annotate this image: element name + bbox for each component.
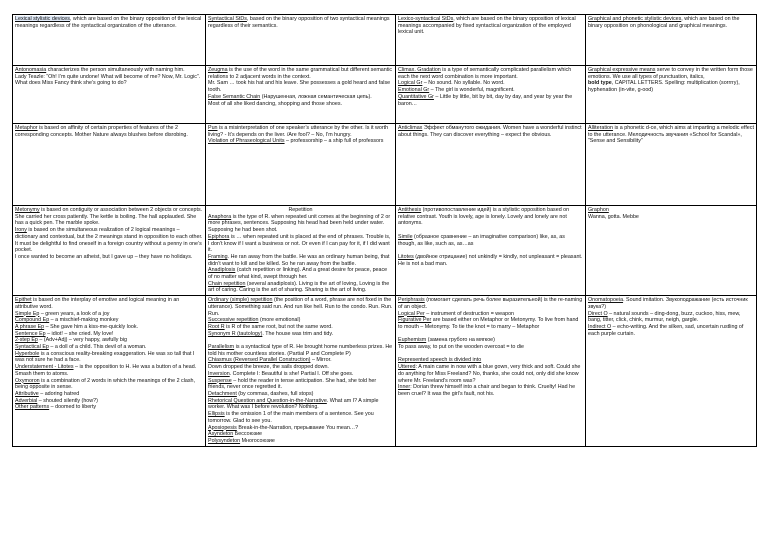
- cell-paragraph: [208, 267, 393, 280]
- cell-paragraph: [15, 391, 203, 398]
- definition-text: (помогает сделать речь более выразительной) is the re-naming of an object.: [398, 297, 583, 310]
- term: Ordinary (simple) repetition: [208, 297, 273, 304]
- definition-text: She carried her cross patiently. The kettle is boiling. The hall applauded. She has a quick pen. The marble spoke.: [15, 213, 197, 227]
- definition-text: characterizes the person simultaneously with naming him.: [46, 67, 185, 73]
- table-cell: [586, 124, 757, 206]
- term: Metaphor: [15, 125, 38, 131]
- definition-text: . What am I? A simple worker. What was I before revolution? Nothing.: [208, 397, 379, 411]
- term: Asyndeton: [208, 431, 234, 438]
- term: Quantitative Gr: [398, 93, 434, 100]
- cell-paragraph: [588, 214, 754, 221]
- cell-paragraph: [208, 378, 393, 391]
- cell-paragraph: [398, 80, 583, 87]
- definition-text: , which are based on the binary opposition of the lexical meanings regardless of the syntactical organization of the utterance.: [15, 16, 202, 29]
- cell-paragraph: [208, 281, 393, 294]
- definition-text: , CAPITAL LETTERS. Spelling: multiplication (sorrrry), hyphenation (in-vite, g-ood): [588, 80, 740, 94]
- definition-text: (catch repetition or linking). And a great desire for peace, peace of no matter what kind, swept through her.: [208, 267, 388, 281]
- definition-text: – shouted silently (how?): [37, 397, 98, 404]
- table-cell: [396, 296, 586, 446]
- definition-text: (by commas, dashes, full stops): [236, 390, 314, 397]
- cell-paragraph: [398, 67, 583, 80]
- table-row: [13, 15, 757, 66]
- cell-paragraph: [208, 101, 393, 108]
- definition-text: is a combination of 2 words in which the meanings of the 2 clash, being opposite in sense.: [15, 377, 196, 391]
- cell-paragraph: [208, 344, 393, 357]
- cell-paragraph: [398, 297, 583, 310]
- definition-text: is based on affinity of certain properties of features of the 2 corresponding concepts. Mother Nature always blushes before disrobing.: [15, 125, 188, 138]
- definition-text: – Mirror.: [310, 357, 332, 364]
- definition-text: is based on the interplay of emotive and logical meaning in an attributive word.: [15, 297, 180, 310]
- definition-text: (образное сравнение – an imaginative comparison) like, as, as though, as like, such as, as…as: [398, 233, 565, 247]
- cell-paragraph: [208, 331, 393, 338]
- definition-text: – doomed to liberty: [49, 404, 97, 411]
- definition-text: Break-in-the-Narration, прерывание You mean…?: [236, 424, 359, 431]
- definition-text: – She gave him a kiss-me-quickly look.: [44, 323, 138, 330]
- definition-text: – The girl is wonderful, magnificent.: [429, 87, 515, 94]
- term: Sentence Ep: [15, 330, 46, 337]
- term: Repetition: [288, 207, 313, 213]
- definition-text: – green years, a look of a joy: [39, 310, 110, 317]
- cell-paragraph: [398, 16, 583, 36]
- definition-text: – professorship – a ship full of professors: [284, 138, 384, 145]
- term: Suspense: [208, 377, 232, 384]
- term: Onomatopoeia: [588, 297, 624, 304]
- cell-paragraph: [398, 311, 583, 318]
- term: Indirect O: [588, 323, 612, 330]
- cell-paragraph: [15, 207, 203, 214]
- definition-text: – natural sounds – ding-dong, buzz, cuckoo, hiss, mew, bang, titter, click, chink, murmur, neigh, gargle.: [588, 310, 741, 324]
- cell-paragraph: [15, 67, 203, 74]
- cell-paragraph: [15, 324, 203, 331]
- definition-text: – instrument of destruction = weapon: [424, 310, 515, 317]
- term: Direct O: [588, 310, 608, 317]
- term: Euphemism: [398, 337, 427, 344]
- cell-paragraph: [398, 207, 583, 227]
- table-row: [13, 296, 757, 446]
- definition-text: are based either on Metaphor or Metonymy. To live from hand to mouth – Metonymy. To tie the knot = to marry – Metaphor: [398, 317, 579, 330]
- definition-text: is the omission 1 of the main members of a sentence. See you tomorrow. Glad to see you.: [208, 411, 374, 424]
- definition-text: is the type of R. when repeated unit comes at the beginning of 2 or more phrases, sentences. Supposing his head had been held under water. Supposing he had been shot.: [208, 213, 391, 234]
- term: Inner: [398, 384, 411, 391]
- term: Inversion: [208, 370, 230, 377]
- term: A phrase Ep: [15, 323, 45, 330]
- cell-paragraph: [208, 438, 393, 445]
- table-row: [13, 124, 757, 206]
- cell-paragraph: [208, 16, 393, 29]
- definition-text: Эффект обманутого ожидания. Women have a wonderful instinct about things. They can discover everything – expect the obvious.: [398, 125, 582, 138]
- cell-paragraph: [15, 16, 203, 29]
- cell-paragraph: [15, 331, 203, 338]
- cell-paragraph: [15, 254, 203, 261]
- definition-text: Down dropped the breeze, the sails dropped down.: [208, 364, 329, 371]
- cell-paragraph: [588, 125, 754, 145]
- definition-text: is a misinterpretation of one speaker’s utterance by the other. Is it worth living? - It’s depends on the liver. /Are fool? – No, I’m hungry.: [208, 125, 389, 138]
- table-cell: [206, 206, 396, 296]
- cell-paragraph: [15, 404, 203, 411]
- document-page: [12, 14, 756, 447]
- cell-paragraph: [15, 398, 203, 405]
- table-row: [13, 66, 757, 124]
- cell-paragraph: [15, 317, 203, 324]
- term: Syntactical StDs: [208, 16, 247, 22]
- table-cell: [586, 296, 757, 446]
- definition-text: (more emotional): [258, 317, 301, 324]
- cell-paragraph: [398, 317, 583, 330]
- cell-paragraph: [208, 80, 393, 93]
- definition-text: . The house was trim and tidy.: [262, 330, 334, 337]
- cell-paragraph: [398, 247, 583, 254]
- cell-paragraph: [15, 125, 203, 138]
- definition-text: is a type of semantically complicated parallelism which each the next word combination is more important.: [398, 67, 572, 80]
- cell-paragraph: [398, 234, 583, 247]
- term: Ellipsis: [208, 411, 225, 418]
- definition-text: serve to convey in the written form those emotions. We use all types of punctuation, italics,: [588, 67, 753, 80]
- cell-paragraph: [398, 254, 583, 267]
- term: Graphical and phonetic stylistic devices: [588, 16, 682, 22]
- term: Understatement - Litotes: [15, 364, 74, 371]
- term: Root R: [208, 323, 225, 330]
- definition-text: is based on contiguity or association between 2 objects or concepts.: [39, 207, 203, 213]
- term: Parallelism: [208, 344, 235, 351]
- term: Pun: [208, 125, 218, 131]
- definition-text: – No sound. No syllable. No word.: [422, 80, 505, 87]
- cell-paragraph: [398, 357, 583, 364]
- term: Framing: [208, 253, 228, 260]
- cell-paragraph: [208, 254, 393, 267]
- cell-paragraph: [398, 337, 583, 344]
- definition-text: Most of all she liked dancing, shopping and those shoes.: [208, 100, 342, 107]
- term: Violation of Phraseological Units: [208, 138, 285, 145]
- term: Polysyndeton: [208, 437, 241, 444]
- definition-text: – hold the reader in tense anticipation. She had, she told her friends, never once regretted it.: [208, 377, 377, 391]
- table-row: [13, 206, 757, 296]
- cell-paragraph: [15, 214, 203, 227]
- cell-paragraph: [15, 378, 203, 391]
- cell-paragraph: [588, 80, 754, 93]
- table-cell: [13, 124, 206, 206]
- term: Anaphora: [208, 213, 232, 220]
- cell-paragraph: [15, 344, 203, 351]
- term: Litotes: [398, 253, 414, 260]
- cell-paragraph: [398, 364, 583, 384]
- term: Antithesis: [398, 207, 422, 213]
- definition-text: . Complete I: Beautiful is she! Partial I. Off she goes.: [229, 370, 354, 377]
- cell-paragraph: [208, 67, 393, 80]
- definition-text: : Dorian threw himself into a chair and began to think. Cruelty! Had he been cruel? It was the girl’s fault, not his.: [398, 384, 576, 397]
- term: Synonym R (tautology): [208, 330, 263, 337]
- definition-text: – a mischief-making monkey: [49, 317, 119, 324]
- cell-paragraph: [208, 364, 393, 371]
- cell-paragraph: [208, 398, 393, 411]
- table-cell: [396, 66, 586, 124]
- cell-paragraph: [15, 364, 203, 377]
- table-cell: [13, 296, 206, 446]
- cell-paragraph: [588, 16, 754, 29]
- cell-paragraph: [208, 317, 393, 324]
- cell-paragraph: [15, 74, 203, 81]
- term: Chiasmus (Reversed Parallel Construction): [208, 357, 311, 364]
- term: Lexico-syntactical StDs: [398, 16, 454, 22]
- term: Anadiplosis: [208, 267, 236, 274]
- cell-paragraph: [398, 125, 583, 138]
- table-cell: [586, 15, 757, 66]
- term: Aposiopesis: [208, 424, 237, 431]
- definition-text: is … when repeated unit is placed at the end of phrases. Trouble is, I don’t know if I want a business or not. Or even if I can pay for it, if I did want it.: [208, 233, 391, 254]
- term: False Semantic Chain: [208, 93, 261, 100]
- definition-text: – echo-writing. And the silken, sad, uncertain rustling of each purple curtain.: [588, 323, 744, 337]
- definition-text: is a syntactical type of R. He brought home numberless prizes. He told his mother countless stories. (Partial P and Complete P): [208, 344, 393, 357]
- term: 2-step Ep: [15, 337, 38, 344]
- cell-paragraph: [208, 94, 393, 101]
- cell-paragraph: [15, 351, 203, 364]
- cell-paragraph: [208, 214, 393, 234]
- term: Represented speech is divided into: [398, 357, 482, 364]
- definition-text: is a phonetic d-ce, which aims at imparting a melodic effect to the utterance. Мелодичность звучания «School for Scandal», “Sense and Sensibility”: [588, 125, 754, 145]
- definition-text: is a conscious reality-breaking exaggeration. He was so tall that I was not sure he had a face.: [15, 350, 195, 364]
- cell-paragraph: [15, 227, 203, 240]
- definition-text: Mr. Sam … took his hat and his leave. She possesses a gold heard and false tooth.: [208, 80, 391, 94]
- term: Rhetorical Question and Question-in-the-Narrative: [208, 397, 327, 404]
- definition-text: is the use of the word in the same grammatical but different semantic relations to 2 adjacent words in the context.: [208, 67, 393, 80]
- cell-paragraph: [208, 431, 393, 438]
- term: Epithet: [15, 297, 32, 304]
- term: Oxymoron: [15, 377, 40, 384]
- term: Adverbial: [15, 397, 38, 404]
- term: Emotional Gr: [398, 87, 430, 94]
- term: Logical Per: [398, 310, 425, 317]
- term: Anticlimax: [398, 125, 423, 131]
- definition-text: Wanna, gotta. Mebbe: [588, 213, 639, 220]
- cell-paragraph: [15, 297, 203, 310]
- term: Zeugma: [208, 67, 228, 73]
- cell-paragraph: [588, 207, 754, 214]
- definition-text: . Sound imitation. Звукоподражание (есть источник звука?): [588, 297, 748, 310]
- cell-paragraph: [208, 371, 393, 378]
- cell-paragraph: [208, 138, 393, 145]
- definition-text: (Нарушенная, ложная семантическая цепь).: [260, 93, 372, 100]
- cell-paragraph: [398, 351, 583, 358]
- table-cell: [396, 206, 586, 296]
- table-cell: [396, 124, 586, 206]
- definition-text: (several anadiplosis). Living is the art of loving, Loving is the art of caring. Caring is the art of sharing. Sharing is the art of living.: [208, 280, 390, 294]
- cell-paragraph: [208, 234, 393, 254]
- cell-paragraph: [398, 344, 583, 351]
- term: Epiphora: [208, 233, 230, 240]
- term: Lexical stylistic devices: [15, 16, 70, 22]
- definition-text: . He ran away from the battle. He was an ordinary human being, that didn’t want to kill and be killed. So he ran away from the battle.: [208, 253, 390, 267]
- cell-paragraph: [208, 337, 393, 344]
- definition-text: : A main came in now with a blue gown, very thick and soft. Could she do anything for Miss Freeland? No, thanks, she could not, only did she know where Mr. Freeland’s room was?: [398, 364, 581, 384]
- table-cell: [586, 66, 757, 124]
- cell-paragraph: [398, 331, 583, 338]
- table-cell: [13, 206, 206, 296]
- cell-paragraph: [208, 391, 393, 398]
- term: Uttered: [398, 364, 416, 371]
- cell-paragraph: [15, 311, 203, 318]
- term: Simile: [398, 233, 413, 240]
- cell-paragraph: [588, 297, 754, 310]
- definition-text: is R of the same root, but not the same word.: [224, 323, 333, 330]
- definition-text: (замена грубого на мягкое): [426, 337, 495, 344]
- term: Compound Ep: [15, 317, 50, 324]
- term: Metonymy: [15, 207, 40, 213]
- definition-text: To pass away, to put on the wooden overcoat = to die: [398, 344, 525, 351]
- definition-text: Бессоюзие: [233, 431, 263, 438]
- cell-paragraph: [588, 311, 754, 324]
- definition-text: It must be delightful to find oneself in a foreign country without a penny in one’s pocket.: [15, 240, 202, 254]
- term: Hyperbole: [15, 350, 40, 357]
- term: Irony: [15, 227, 27, 234]
- table-cell: [206, 15, 396, 66]
- term: Other patterns: [15, 404, 50, 411]
- definition-text: , based on the binary opposition of two syntactical meanings regardless of their semantics.: [208, 16, 390, 29]
- definition-text: What does Miss Fancy think she’s going to do?: [15, 80, 127, 87]
- table-cell: [396, 15, 586, 66]
- term: Alliteration: [588, 125, 613, 131]
- definition-text: I once wanted to become an atheist, but I gave up – they have no holidays.: [15, 253, 193, 260]
- term: Graphical expressive means: [588, 67, 656, 73]
- cell-paragraph: [208, 324, 393, 331]
- term: Graphon: [588, 207, 609, 213]
- term: Climax. Gradation: [398, 67, 441, 73]
- term: Attributive: [15, 390, 39, 397]
- cell-paragraph: [208, 125, 393, 138]
- cell-paragraph: [208, 411, 393, 424]
- cell-paragraph: [15, 337, 203, 344]
- cell-paragraph: [208, 357, 393, 364]
- cell-paragraph: [398, 94, 583, 107]
- cell-paragraph: [208, 207, 393, 214]
- definition-text: Lady Teazle: “Oh! I’m quite undone! What will become of me? Now, Mr. Logic”.: [15, 73, 201, 80]
- table-cell: [586, 206, 757, 296]
- term: Detachment: [208, 390, 237, 397]
- term: Figurative Per: [398, 317, 432, 324]
- definition-text: – idiot! – she cried. My love!: [45, 330, 114, 337]
- table-cell: [206, 124, 396, 206]
- cell-paragraph: [208, 425, 393, 432]
- definition-text: – (Adv+Adj) – very happy, awfully big: [37, 337, 128, 344]
- term: bold type: [588, 80, 612, 87]
- cell-paragraph: [398, 384, 583, 397]
- definition-text: Многосоюзие: [240, 437, 275, 444]
- table-cell: [13, 15, 206, 66]
- definition-text: (the position of a word, phrase are not fixed in the utterance). Something said run. And run like hell. Run to the condo. Run. Run. Run.: [208, 297, 393, 317]
- definition-text: (двойное отрицание) not unkindly = kindly, not unpleasant = pleasant. He is not a bad man.: [398, 253, 583, 267]
- term: Logical Gr: [398, 80, 423, 87]
- definition-text: (противопоставление идей) is a stylistic opposition based on relative contrast. Youth is lovely, age is lonely. Lovely and lonely are not antonyms.: [398, 207, 570, 227]
- term: Successive repetition: [208, 317, 259, 324]
- definition-text: – Little by little, bit by bit, day by day, and year by year the baron…: [398, 93, 573, 107]
- table-cell: [206, 66, 396, 124]
- cell-paragraph: [398, 87, 583, 94]
- definition-text: – adoring hatred: [38, 390, 80, 397]
- cell-paragraph: [588, 324, 754, 337]
- term: Simple Ep: [15, 310, 40, 317]
- definition-text: – is the opposition to H. He was a button of a head. Smash them to atoms.: [15, 364, 197, 377]
- definition-text: is based on the simultaneous realization of 2 logical meanings – dictionary and contextual, but the 2 meanings stand in opposition to each other.: [15, 227, 203, 240]
- definition-text: , which are based on the binary opposition on phonological and graphical meanings.: [588, 16, 740, 29]
- cell-paragraph: [588, 67, 754, 80]
- term: Antonomasia: [15, 67, 47, 73]
- cell-paragraph: [398, 227, 583, 234]
- definition-text: , which are based on the binary opposition of lexical meanings accompanied by fixed syntactical organization of the employed lexical unit.: [398, 16, 576, 36]
- term: Syntactical Ep: [15, 344, 49, 351]
- table-cell: [13, 66, 206, 124]
- definition-text: – a doll of a child. This devil of a woman.: [48, 344, 147, 351]
- cell-paragraph: [15, 241, 203, 254]
- table-cell: [206, 296, 396, 446]
- term: Periphrasis: [398, 297, 425, 304]
- term: Chain repetition: [208, 280, 246, 287]
- cell-paragraph: [208, 297, 393, 317]
- cell-paragraph: [15, 80, 203, 87]
- stylistic-devices-table: [12, 14, 757, 447]
